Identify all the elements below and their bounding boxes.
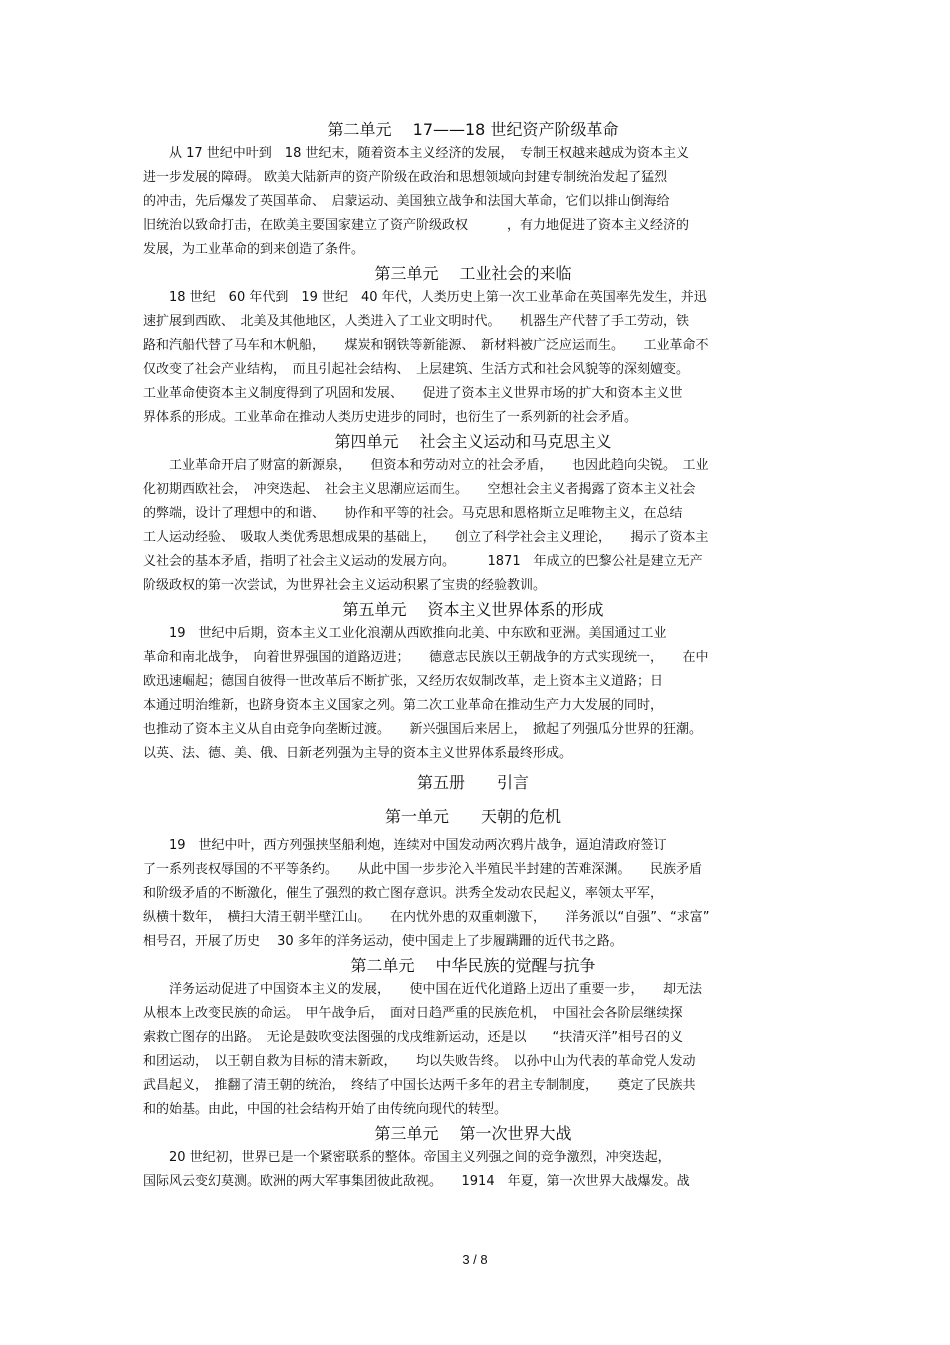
paragraph-line: 国际风云变幻莫测。欧洲的两大军事集团彼此敌视。 1914 年夏，第一次世界大战爆发。战: [143, 1174, 690, 1189]
paragraph-line: 和团运动， 以王朝自救为目标的清末新政， 均以失败告终。 以孙中山为代表的革命党人发动: [143, 1054, 696, 1069]
paragraph-line: 和阶级矛盾的不断激化，催生了强烈的救亡图存意识。洪秀全发动农民起义，率领太平军，: [143, 886, 664, 901]
paragraph-line: 工业革命使资本主义制度得到了巩固和发展、 促进了资本主义世界市场的扩大和资本主义世: [143, 386, 683, 401]
paragraph-line: 化初期西欧社会， 冲突迭起、 社会主义思潮应运而生。 空想社会主义者揭露了资本主义社会: [143, 482, 696, 497]
section-heading: 第三单元 第一次世界大战: [374, 1124, 572, 1143]
paragraph-line: 18 世纪 60 年代到 19 世纪 40 年代，人类历史上第一次工业革命在英国率先发生，并迅: [143, 290, 707, 305]
document-body: [143, 118, 803, 1194]
paragraph-line: 洋务运动促进了中国资本主义的发展， 使中国在近代化道路上迈出了重要一步， 却无法: [143, 982, 703, 997]
paragraph-line: 20 世纪初，世界已是一个紧密联系的整体。帝国主义列强之间的竞争激烈，冲突迭起，: [143, 1150, 671, 1165]
paragraph-line: 纵横十数年， 横扫大清王朝半壁江山。 在内忧外患的双重刺激下， 洋务派以“自强”、“求富”: [143, 910, 710, 925]
section-heading: 第二单元 17——18 世纪资产阶级革命: [327, 120, 619, 139]
paragraph-line: 速扩展到西欧、 北美及其他地区，人类进入了工业文明时代。 机器生产代替了手工劳动，铁: [143, 314, 690, 329]
paragraph-line: 工业革命开启了财富的新源泉， 但资本和劳动对立的社会矛盾， 也因此趋向尖锐。 工业: [143, 458, 709, 473]
paragraph-line: 以英、法、德、美、俄、日新老列强为主导的资本主义世界体系最终形成。: [143, 746, 573, 761]
paragraph-line: 的弊端，设计了理想中的和谐、 协作和平等的社会。马克思和恩格斯立足唯物主义，在总结: [143, 506, 683, 521]
page-number: 3 / 8: [462, 1252, 488, 1267]
paragraph-line: 了一系列丧权辱国的不平等条约。 从此中国一步步沦入半殖民半封建的苦难深渊。 民族矛盾: [143, 862, 703, 877]
paragraph-line: 相号召，开展了历史 30 多年的洋务运动，使中国走上了步履蹒跚的近代书之路。: [143, 934, 623, 949]
section-heading: 第五单元 资本主义世界体系的形成: [342, 600, 604, 619]
paragraph-line: 欧迅速崛起；德国自彼得一世改革后不断扩张，又经历农奴制改革，走上资本主义道路；日: [143, 674, 664, 689]
paragraph-line: 也推动了资本主义从自由竞争向垄断过渡。 新兴强国后来居上， 掀起了列强瓜分世界的狂潮。: [143, 722, 703, 737]
paragraph-line: 武昌起义， 推翻了清王朝的统治， 终结了中国长达两千多年的君主专制制度， 奠定了民族共: [143, 1078, 696, 1093]
paragraph-line: 发展，为工业革命的到来创造了条件。: [143, 242, 365, 257]
paragraph-line: 仅改变了社会产业结构， 而且引起社会结构、 上层建筑、生活方式和社会风貌等的深刻嬗变。: [143, 362, 690, 377]
section-heading: 第五册 引言: [416, 773, 529, 792]
paragraph-line: 索救亡图存的出路。 无论是鼓吹变法图强的戊戌维新运动，还是以 “扶清灭洋”相号召的义: [143, 1030, 683, 1045]
paragraph-line: 革命和南北战争， 向着世界强国的道路迈进； 德意志民族以王朝战争的方式实现统一， 在中: [143, 650, 709, 665]
paragraph-line: 阶级政权的第一次尝试，为世界社会主义运动积累了宝贵的经验教训。: [143, 578, 547, 593]
paragraph-line: 义社会的基本矛盾，指明了社会主义运动的发展方向。 1871 年成立的巴黎公社是建立无产: [143, 554, 703, 569]
section-heading: 第四单元 社会主义运动和马克思主义: [334, 432, 612, 451]
paragraph-line: 界体系的形成。工业革命在推动人类历史进步的同时，也衍生了一系列新的社会矛盾。: [143, 410, 638, 425]
paragraph-line: 旧统治以致命打击，在欧美主要国家建立了资产阶级政权 ，有力地促进了资本主义经济的: [143, 218, 690, 233]
paragraph-line: 19 世纪中叶，西方列强挟坚船利炮，连续对中国发动两次鸦片战争，逼迫清政府签订: [143, 838, 667, 853]
section-heading: 第一单元 天朝的危机: [384, 807, 561, 826]
section-heading: 第三单元 工业社会的来临: [374, 264, 572, 283]
section-heading: 第二单元 中华民族的觉醒与抗争: [350, 956, 596, 975]
paragraph-line: 从 17 世纪中叶到 18 世纪末，随着资本主义经济的发展， 专制王权越来越成为资本主义: [143, 146, 689, 161]
paragraph-line: 从根本上改变民族的命运。 甲午战争后， 面对日趋严重的民族危机， 中国社会各阶层继续探: [143, 1006, 683, 1021]
paragraph-line: 19 世纪中后期，资本主义工业化浪潮从西欧推向北美、中东欧和亚洲。美国通过工业: [143, 626, 667, 641]
paragraph-line: 路和汽船代替了马车和木帆船， 煤炭和钢铁等新能源、 新材料被广泛应运而生。 工业革命不: [143, 338, 709, 353]
paragraph-line: 进一步发展的障碍。 欧美大陆新声的资产阶级在政治和思想领域向封建专制统治发起了猛烈: [143, 170, 668, 185]
paragraph-line: 和的始基。由此，中国的社会结构开始了由传统向现代的转型。: [143, 1102, 508, 1117]
paragraph-line: 工人运动经验、 吸取人类优秀思想成果的基础上， 创立了科学社会主义理论， 揭示了资本主: [143, 530, 709, 545]
paragraph-line: 的冲击，先后爆发了英国革命、 启蒙运动、美国独立战争和法国大革命，它们以排山倒海给: [143, 194, 670, 209]
paragraph-line: 本通过明治维新，也跻身资本主义国家之列。第二次工业革命在推动生产力大发展的同时，: [143, 698, 664, 713]
